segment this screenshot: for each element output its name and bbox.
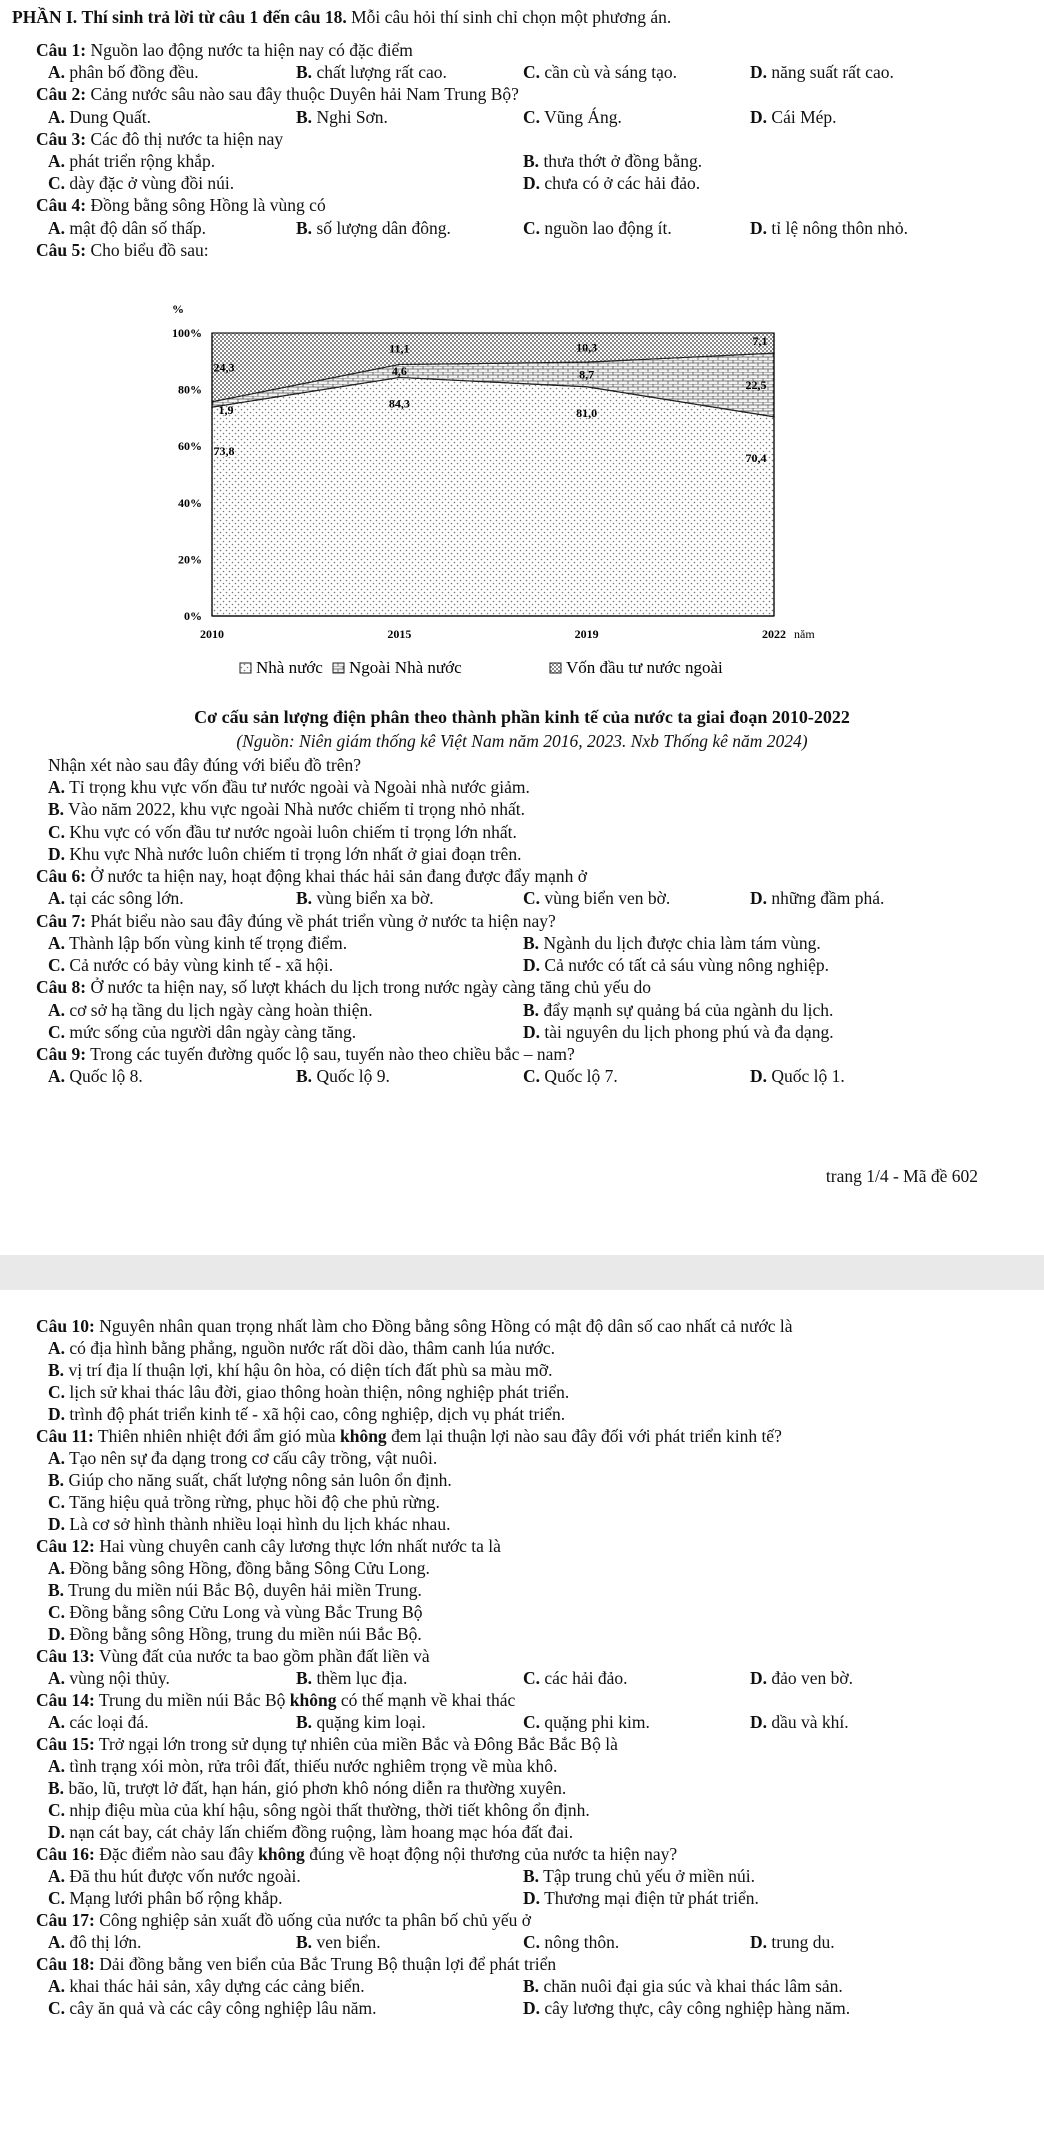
question-1: Câu 1: Nguồn lao động nước ta hiện nay có đặc điểm: [36, 40, 413, 60]
q6-option-a[interactable]: A. tại các sông lớn.: [48, 888, 184, 908]
data-label: 24,3: [213, 360, 235, 375]
question-8: Câu 8: Ở nước ta hiện nay, số lượt khách du lịch trong nước ngày càng tăng chủ yếu do: [36, 977, 651, 997]
question-11: Câu 11: Thiên nhiên nhiệt đới ẩm gió mùa không đem lại thuận lợi nào sau đây đối với phát triển kinh tế?: [36, 1426, 782, 1446]
q4-option-c[interactable]: C. nguồn lao động ít.: [523, 218, 672, 238]
legend-label-3: Vốn đầu tư nước ngoài: [566, 658, 723, 677]
q10-option-b[interactable]: B. vị trí địa lí thuận lợi, khí hậu ôn hòa, có diện tích đất phù sa màu mỡ.: [48, 1360, 553, 1380]
q17-option-c[interactable]: C. nông thôn.: [523, 1932, 620, 1952]
question-10: Câu 10: Nguyên nhân quan trọng nhất làm cho Đồng bằng sông Hồng có mật độ dân số cao nhất cả nước là: [36, 1316, 793, 1336]
chart-source: (Nguồn: Niên giám thống kê Việt Nam năm 2016, 2023. Nxb Thống kê năm 2024): [236, 731, 808, 751]
q18-option-c[interactable]: C. cây ăn quả và các cây công nghiệp lâu năm.: [48, 1998, 377, 2018]
q12-option-c[interactable]: C. Đồng bằng sông Cửu Long và vùng Bắc Trung Bộ: [48, 1602, 423, 1622]
area-series-1: [212, 377, 774, 616]
q8-option-d[interactable]: D. tài nguyên du lịch phong phú và đa dạng.: [523, 1022, 834, 1042]
q6-option-d[interactable]: D. những đầm phá.: [750, 888, 885, 908]
question-6: Câu 6: Ở nước ta hiện nay, hoạt động khai thác hải sản đang được đẩy mạnh ở: [36, 866, 588, 886]
x-tick-label: 2015: [387, 627, 412, 641]
q15-option-b[interactable]: B. bão, lũ, trượt lở đất, hạn hán, gió phơn khô nóng diễn ra thường xuyên.: [48, 1778, 567, 1798]
x-tick-label: 2010: [200, 627, 224, 641]
q16-option-d[interactable]: D. Thương mại điện tử phát triển.: [523, 1888, 759, 1908]
question-17: Câu 17: Công nghiệp sản xuất đồ uống của nước ta phân bố chủ yếu ở: [36, 1910, 532, 1930]
q8-option-b[interactable]: B. đẩy mạnh sự quảng bá của ngành du lịch.: [523, 1000, 834, 1020]
y-axis-label: %: [172, 302, 184, 316]
q13-option-d[interactable]: D. đảo ven bờ.: [750, 1668, 854, 1688]
question-9: Câu 9: Trong các tuyến đường quốc lộ sau, tuyến nào theo chiều bắc – nam?: [36, 1044, 575, 1064]
q10-option-c[interactable]: C. lịch sử khai thác lâu đời, giao thông hoàn thiện, nông nghiệp phát triển.: [48, 1382, 570, 1402]
q7-option-c[interactable]: C. Cả nước có bảy vùng kinh tế - xã hội.: [48, 955, 334, 975]
q17-option-a[interactable]: A. đô thị lớn.: [48, 1932, 142, 1952]
data-label: 7,1: [752, 334, 768, 348]
q3-option-d[interactable]: D. chưa có ở các hải đảo.: [523, 173, 701, 193]
exam-page-2: [0, 1290, 1044, 2133]
q1-option-c[interactable]: C. cần cù và sáng tạo.: [523, 62, 678, 82]
data-label: 4,6: [391, 363, 407, 378]
q15-option-a[interactable]: A. tình trạng xói mòn, rửa trôi đất, thiếu nước nghiêm trọng về mùa khô.: [48, 1756, 558, 1776]
q2-option-c[interactable]: C. Vũng Áng.: [523, 107, 622, 127]
data-label: 1,9: [218, 402, 234, 417]
q8-option-a[interactable]: A. cơ sở hạ tầng du lịch ngày càng hoàn thiện.: [48, 1000, 373, 1020]
q6-option-c[interactable]: C. vùng biển ven bờ.: [523, 888, 671, 908]
q2-option-a[interactable]: A. Dung Quất.: [48, 107, 152, 127]
q5-question: Nhận xét nào sau đây đúng với biểu đồ trên?: [48, 755, 361, 775]
q17-option-d[interactable]: D. trung du.: [750, 1932, 835, 1952]
q16-option-a[interactable]: A. Đã thu hút được vốn nước ngoài.: [48, 1866, 301, 1886]
question-2: Câu 2: Cảng nước sâu nào sau đây thuộc Duyên hải Nam Trung Bộ?: [36, 84, 519, 104]
question-16: Câu 16: Đặc điểm nào sau đây không đúng về hoạt động nội thương của nước ta hiện nay?: [36, 1844, 678, 1864]
question-14: Câu 14: Trung du miền núi Bắc Bộ không có thế mạnh về khai thác: [36, 1690, 516, 1710]
q5-option-b[interactable]: B. Vào năm 2022, khu vực ngoài Nhà nước chiếm tỉ trọng nhỏ nhất.: [48, 799, 526, 819]
question-15: Câu 15: Trở ngại lớn trong sử dụng tự nhiên của miền Bắc và Đông Bắc Bắc Bộ là: [36, 1734, 618, 1754]
question-18: Câu 18: Dải đồng bằng ven biển của Bắc Trung Bộ thuận lợi để phát triển: [36, 1954, 557, 1974]
q10-option-d[interactable]: D. trình độ phát triển kinh tế - xã hội cao, công nghiệp, dịch vụ phát triển.: [48, 1404, 566, 1424]
q18-option-b[interactable]: B. chăn nuôi đại gia súc và khai thác lâm sản.: [523, 1976, 843, 1996]
y-tick-label: 60%: [178, 439, 202, 454]
legend-swatch-3: [550, 663, 561, 673]
data-label: 84,3: [388, 396, 410, 411]
question-12: Câu 12: Hai vùng chuyên canh cây lương thực lớn nhất nước ta là: [36, 1536, 501, 1556]
q14-option-c[interactable]: C. quặng phi kim.: [523, 1712, 650, 1732]
q1-option-d[interactable]: D. năng suất rất cao.: [750, 62, 894, 82]
page-footer: trang 1/4 - Mã đề 602: [825, 1166, 978, 1186]
data-label: 8,7: [579, 367, 595, 382]
data-label: 73,8: [213, 444, 235, 459]
question-3: Câu 3: Các đô thị nước ta hiện nay: [36, 129, 284, 149]
x-axis-label: năm: [794, 627, 815, 641]
q14-option-b[interactable]: B. quặng kim loại.: [296, 1712, 426, 1732]
x-tick-label: 2022: [762, 627, 786, 641]
legend-swatch-2: [333, 663, 344, 673]
part-instruction: Thí sinh trả lời từ câu 1 đến câu 18.: [81, 7, 347, 27]
q5-option-d[interactable]: D. Khu vực Nhà nước luôn chiếm tỉ trọng lớn nhất ở giai đoạn trên.: [48, 844, 522, 864]
q8-option-c[interactable]: C. mức sống của người dân ngày càng tăng.: [48, 1022, 357, 1042]
q12-option-b[interactable]: B. Trung du miền núi Bắc Bộ, duyên hải miền Trung.: [48, 1580, 422, 1600]
q18-option-a[interactable]: A. khai thác hải sản, xây dựng các cảng biển.: [48, 1976, 365, 1996]
y-tick-label: 20%: [178, 552, 202, 567]
q3-option-b[interactable]: B. thưa thớt ở đồng bằng.: [523, 151, 703, 171]
data-label: 11,1: [389, 341, 410, 356]
q16-option-c[interactable]: C. Mạng lưới phân bố rộng khắp.: [48, 1888, 283, 1908]
q11-option-d[interactable]: D. Là cơ sở hình thành nhiều loại hình du lịch khác nhau.: [48, 1514, 451, 1534]
q3-option-a[interactable]: A. phát triển rộng khắp.: [48, 151, 216, 171]
question-7: Câu 7: Phát biểu nào sau đây đúng về phát triển vùng ở nước ta hiện nay?: [36, 911, 556, 931]
q7-option-b[interactable]: B. Ngành du lịch được chia làm tám vùng.: [523, 933, 821, 953]
q9-option-d[interactable]: D. Quốc lộ 1.: [750, 1066, 845, 1086]
q15-option-c[interactable]: C. nhịp điệu mùa của khí hậu, sông ngòi thất thường, thời tiết không ổn định.: [48, 1800, 590, 1820]
q7-option-d[interactable]: D. Cả nước có tất cả sáu vùng nông nghiệp.: [523, 955, 829, 975]
q15-option-d[interactable]: D. nạn cát bay, cát chảy lấn chiếm đồng ruộng, làm hoang mạc hóa đất đai.: [48, 1822, 574, 1842]
q1-option-a[interactable]: A. phân bố đồng đều.: [48, 62, 199, 82]
data-label: 81,0: [576, 405, 598, 420]
q13-option-c[interactable]: C. các hải đảo.: [523, 1668, 628, 1688]
y-tick-label: 0%: [184, 609, 202, 623]
q12-option-a[interactable]: A. Đồng bằng sông Hồng, đồng bằng Sông Cửu Long.: [48, 1558, 430, 1578]
q10-option-a[interactable]: A. có địa hình bằng phẳng, nguồn nước rất dồi dào, thâm canh lúa nước.: [48, 1338, 555, 1358]
stacked-area-chart: [0, 0, 1044, 700]
q5-option-c[interactable]: C. Khu vực có vốn đầu tư nước ngoài luôn chiếm tỉ trọng lớn nhất.: [48, 822, 517, 842]
q17-option-b[interactable]: B. ven biển.: [296, 1932, 381, 1952]
part-note: Mỗi câu hỏi thí sinh chỉ chọn một phương án.: [351, 7, 672, 27]
q11-option-b[interactable]: B. Giúp cho năng suất, chất lượng nông sản luôn ổn định.: [48, 1470, 452, 1490]
q2-option-b[interactable]: B. Nghi Sơn.: [296, 107, 388, 127]
q14-option-a[interactable]: A. các loại đá.: [48, 1712, 149, 1732]
q18-option-d[interactable]: D. cây lương thực, cây công nghiệp hàng năm.: [523, 1998, 851, 2018]
data-label: 22,5: [745, 377, 767, 392]
q13-option-b[interactable]: B. thềm lục địa.: [296, 1668, 408, 1688]
legend-label-1: Nhà nước: [256, 658, 323, 677]
y-tick-label: 40%: [178, 495, 202, 510]
y-tick-label: 80%: [178, 382, 202, 397]
question-5: Câu 5: Cho biểu đồ sau:: [36, 240, 209, 260]
q4-option-b[interactable]: B. số lượng dân đông.: [296, 218, 451, 238]
part-label: PHẦN I.: [12, 7, 78, 27]
q6-option-b[interactable]: B. vùng biển xa bờ.: [296, 888, 434, 908]
legend-swatch-1: [240, 663, 251, 673]
q12-option-d[interactable]: D. Đồng bằng sông Hồng, trung du miền núi Bắc Bộ.: [48, 1624, 422, 1644]
q2-option-d[interactable]: D. Cái Mép.: [750, 107, 837, 127]
q9-option-a[interactable]: A. Quốc lộ 8.: [48, 1066, 143, 1086]
q3-option-c[interactable]: C. dày đặc ở vùng đồi núi.: [48, 173, 235, 193]
question-4: Câu 4: Đồng bằng sông Hồng là vùng có: [36, 195, 326, 215]
legend-label-2: Ngoài Nhà nước: [349, 658, 462, 677]
q4-option-d[interactable]: D. tỉ lệ nông thôn nhỏ.: [750, 218, 908, 238]
q9-option-c[interactable]: C. Quốc lộ 7.: [523, 1066, 618, 1086]
y-tick-label: 100%: [172, 326, 202, 340]
q14-option-d[interactable]: D. dầu và khí.: [750, 1712, 849, 1732]
data-label: 70,4: [745, 450, 767, 465]
data-label: 10,3: [576, 340, 598, 355]
x-tick-label: 2019: [574, 627, 599, 641]
q9-option-b[interactable]: B. Quốc lộ 9.: [296, 1066, 390, 1086]
q7-option-a[interactable]: A. Thành lập bốn vùng kinh tế trọng điểm.: [48, 933, 348, 953]
chart-title: Cơ cấu sản lượng điện phân theo thành phần kinh tế của nước ta giai đoạn 2010-2022: [194, 707, 850, 727]
q1-option-b[interactable]: B. chất lượng rất cao.: [296, 62, 447, 82]
q13-option-a[interactable]: A. vùng nội thủy.: [48, 1668, 170, 1688]
q11-option-c[interactable]: C. Tăng hiệu quả trồng rừng, phục hồi độ che phủ rừng.: [48, 1492, 440, 1512]
q5-option-a[interactable]: A. Tỉ trọng khu vực vốn đầu tư nước ngoài và Ngoài nhà nước giảm.: [48, 777, 530, 797]
q16-option-b[interactable]: B. Tập trung chủ yếu ở miền núi.: [523, 1866, 756, 1886]
q4-option-a[interactable]: A. mật độ dân số thấp.: [48, 218, 206, 238]
q11-option-a[interactable]: A. Tạo nên sự đa dạng trong cơ cấu cây trồng, vật nuôi.: [48, 1448, 438, 1468]
question-13: Câu 13: Vùng đất của nước ta bao gồm phần đất liền và: [36, 1646, 430, 1666]
